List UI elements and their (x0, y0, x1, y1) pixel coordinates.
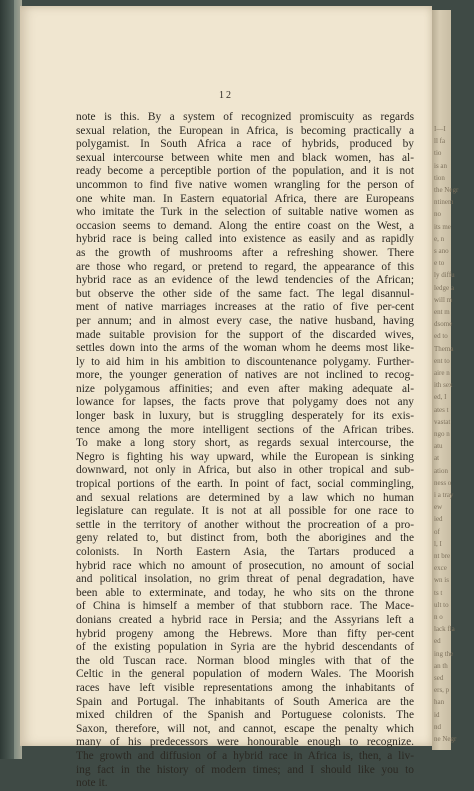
text-line: of China is himself a member of that stubborn race. The Mace- (76, 600, 414, 613)
text-line: are those who regard, or pretend to regard, the appearance of this (76, 260, 414, 273)
facing-page-fragment: han (434, 698, 445, 707)
facing-page-fragment: ing the (434, 649, 454, 658)
facing-page-fragment: at (434, 454, 440, 463)
facing-page-fragment: ly diffu (434, 271, 455, 280)
text-line: hybrid race as an evidence of the lewd tendencies of the African; (76, 274, 414, 287)
text-line: tropical portions of the earth. In point of fact, social commingling, (76, 478, 414, 491)
text-line: tence among the more intelligent sections of the African tribes. (76, 423, 414, 436)
facing-page-fragment: will m (434, 295, 453, 304)
facing-page-fragment: its me (434, 222, 451, 231)
facing-page-fragment: ed to (434, 332, 448, 341)
facing-page-fragment: nt bre (434, 552, 451, 560)
facing-page-fragment: ult to (434, 600, 449, 609)
facing-page-fragment: sed (434, 674, 444, 682)
page-number: 12 (219, 90, 233, 101)
text-line: geny related to, but distinct from, both the aborigines and the (76, 532, 414, 545)
facing-page-fragment: nd (434, 722, 441, 731)
text-line: Negro is fighting his way upward, while the European is sinking (76, 450, 414, 463)
facing-page-fragment: dsome (434, 320, 453, 329)
facing-page-fragment: n o (434, 613, 443, 621)
facing-page-fragment: e, n (434, 234, 445, 243)
facing-page-edge (432, 10, 459, 750)
text-line: ly to aid him in his ambition to discountenance polygamy. Further- (76, 355, 414, 368)
text-line: legislature can regulate. It is not at all possible for one race to (76, 505, 414, 518)
text-line: of the existing population in Syria are the hybrid descendants of (76, 641, 414, 654)
text-line: Saxon, therefore, will not, and cannot, escape the penalty which (76, 722, 414, 735)
text-line: The growth and diffusion of a hybrid race in Africa is, then, a liv- (76, 749, 414, 762)
facing-page-fragment: ll fa (434, 137, 446, 146)
facing-page-fragment: ts t (434, 588, 443, 597)
facing-page-fragment: no (434, 210, 441, 219)
text-line: sexual intercourse between white men and black women, has al- (76, 151, 414, 164)
facing-page-fragment: s ano (434, 247, 449, 255)
text-line: polygamist. In South Africa a race of hybrids, produced by (76, 138, 414, 151)
text-line: hybrid progeny among the Hebrews. More than fifty per-cent (76, 627, 414, 640)
text-line: lowance for lapses, the facts prove that polygamy does not any (76, 396, 414, 409)
facing-page-fragment: ers, p (434, 686, 450, 695)
facing-page-fragment: ness o (434, 478, 452, 487)
facing-page-fragment: an th (434, 661, 448, 670)
text-line: but observe the other side of the same fact. The legal disannul- (76, 287, 414, 300)
text-line: hybrid race which no amount of prosecution, no amount of social (76, 559, 414, 572)
text-line: note it. (76, 777, 108, 790)
facing-page-fragment: Thema (434, 344, 454, 353)
text-line: sexual relation, the European in Africa, is becoming practically a (76, 124, 414, 137)
text-line: donians created a hybrid race in Persia; and the Assyrians left a (76, 613, 414, 626)
facing-page-fragment: wn is (434, 576, 449, 585)
facing-page-fragment: ed (434, 637, 441, 646)
text-line: ing fact in the history of modern times; and I should like you to (76, 763, 414, 776)
text-line: colonists. In North Eastern Asia, the Tartars produced a (76, 546, 414, 558)
text-line: and political insolation, no grim threat of penal degradation, have (76, 573, 414, 586)
text-line: been able to exterminate, and today, he who sits on the throne (76, 586, 414, 599)
text-line: uncommon to find five native women wrangling for the person of (76, 178, 414, 191)
facing-page-fragment: lack fla (434, 625, 455, 634)
text-line: note is this. By a system of recognized promiscuity as regards (76, 111, 414, 123)
text-line: who imitate the Turk in the selection of suitable native women as (76, 206, 414, 219)
text-line: nize polygamous affinities; and even after making adequate al- (76, 382, 414, 395)
facing-page-fragment: ied (434, 515, 443, 524)
facing-page-fragment: aire n (434, 369, 450, 377)
facing-page-fragment: ith sex (434, 381, 453, 390)
text-line: the old Tuscan race. Norman blood mingles with that of the (76, 654, 414, 667)
text-line: and sexual relations are determined by a law which no human (76, 491, 414, 504)
text-line: ment of native marriages increases at the ratio of five per-cent (76, 301, 414, 314)
text-line: ready become a perceptible portion of the population, and it is not (76, 165, 414, 178)
text-line: settles down into the arms of the woman whom he deems most like- (76, 342, 414, 355)
text-line: many of his predecessors were honourable enough to recognize. (76, 736, 414, 749)
text-line: mixed children of the Spanish and Portuguese colonists. The (76, 709, 414, 722)
facing-page-fragment: ed, I (434, 393, 447, 402)
text-line: one white man. In Eastern equatorial Africa, there are Europeans (76, 192, 414, 205)
facing-page-fragment: exce (434, 564, 447, 573)
facing-page-fragment: ngo n (434, 430, 450, 438)
text-line: occasion seems to demand. Along the entire coast on the West, a (76, 219, 414, 232)
facing-page-fragment: ledge a (434, 283, 455, 292)
book-page (20, 6, 432, 790)
facing-page-fragment: ates t (434, 405, 449, 414)
facing-page-fragment: atu (434, 442, 443, 451)
facing-page-fragment: I—I (434, 125, 446, 133)
facing-page-fragment: tion (434, 173, 445, 182)
text-line: settle in the territory of another without the procreation of a pro- (76, 518, 414, 531)
facing-page-fragment: l, I (434, 539, 442, 548)
text-line: hybrid race is being called into existence as easily and as rapidly (76, 233, 414, 246)
text-line: races have left visible representations among the inhabitants of (76, 681, 414, 694)
text-line: downward, not only in Africa, but also in other tropical and sub- (76, 464, 414, 477)
facing-page-fragment: ent m (434, 308, 450, 316)
facing-page-fragment: e to (434, 259, 445, 268)
facing-page-fragment: is an (434, 161, 448, 170)
facing-page-fragment: tio (434, 149, 442, 158)
facing-page-fragment: vastat (434, 417, 451, 426)
text-line: To make a long story short, as regards sexual intercourse, the (76, 437, 414, 450)
facing-page-fragment: ne Negr (434, 735, 457, 743)
facing-page-fragment: i a tray (434, 491, 454, 499)
facing-page-fragment: of (434, 527, 440, 536)
text-line: Celtic in the general population of modern Wales. The Moorish (76, 668, 414, 681)
facing-page-fragment: ent to (434, 356, 450, 365)
text-line: per annum; and in almost every case, the native husband, having (76, 314, 414, 327)
text-line: longer bask in luxury, but is struggling desperately for its exis- (76, 410, 414, 423)
text-line: Spain and Portugal. The inhabitants of South America are the (76, 695, 414, 708)
facing-page-fragment: id (434, 710, 440, 719)
body-text (76, 111, 414, 791)
facing-page-fragment: the Negr (434, 186, 459, 194)
text-line: more, the younger generation of natives are not inclined to recog- (76, 369, 414, 382)
text-line: made suitable provision for the support of the discarded wives, (76, 328, 414, 341)
facing-page-fragment: ntinem (434, 198, 454, 207)
facing-page-fragment: ew (434, 503, 443, 512)
facing-page-fragment: ation (434, 466, 448, 475)
text-line: as the growth of mushrooms after a refreshing shower. There (76, 246, 414, 259)
